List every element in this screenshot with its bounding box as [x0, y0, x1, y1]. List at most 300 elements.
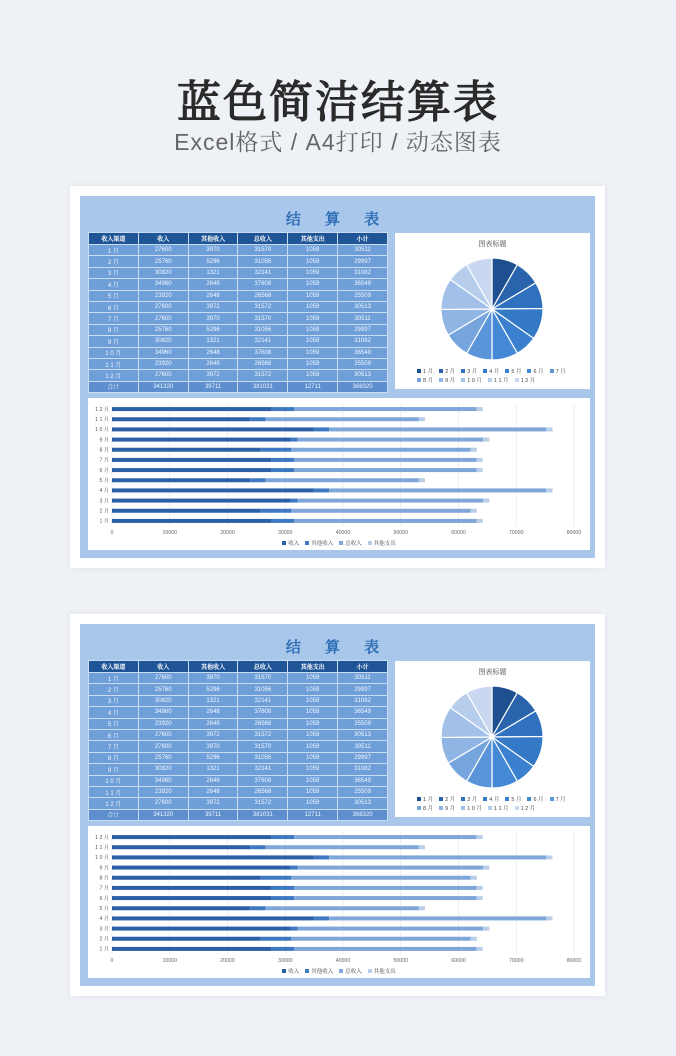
table-cell[interactable]: 1059 — [288, 336, 338, 347]
bar-segment — [471, 509, 477, 513]
column-header[interactable]: 收入 — [138, 233, 188, 245]
legend-item — [461, 804, 482, 812]
table-cell[interactable]: 3970 — [188, 741, 238, 752]
table-cell[interactable]: 1 1 月 — [89, 358, 139, 369]
bar-segment — [112, 468, 271, 472]
preview-card-bottom — [70, 614, 605, 996]
table-header-row — [89, 661, 388, 673]
table-cell[interactable]: 36549 — [338, 347, 388, 358]
table-cell[interactable]: 30820 — [138, 764, 188, 775]
legend-item — [439, 804, 455, 812]
column-header[interactable]: 小计 — [338, 661, 388, 673]
y-tick-label: 2 月 — [99, 508, 109, 515]
x-tick-label: 60000 — [451, 958, 466, 964]
legend-item — [368, 967, 396, 975]
x-tick-label: 40000 — [335, 530, 351, 536]
legend-item — [339, 539, 362, 547]
table-cell[interactable]: 1059 — [288, 673, 338, 684]
bar-segment — [477, 458, 483, 462]
table-cell[interactable]: 1059 — [288, 279, 338, 290]
table-cell[interactable]: 5296 — [188, 684, 238, 695]
legend-swatch — [417, 797, 421, 801]
table-cell[interactable]: 12711 — [288, 809, 338, 820]
table-cell[interactable]: 8 月 — [89, 752, 139, 763]
legend-label: 1 月 — [423, 797, 434, 803]
spreadsheet — [80, 624, 595, 986]
table-cell[interactable]: 30513 — [338, 798, 388, 809]
column-header[interactable]: 总收入 — [238, 233, 288, 245]
table-cell[interactable]: 32141 — [238, 267, 288, 278]
table-cell[interactable]: 9 月 — [89, 336, 139, 347]
table-cell[interactable]: 37608 — [238, 279, 288, 290]
table-cell[interactable]: 26568 — [238, 358, 288, 369]
bar-segment — [314, 855, 329, 859]
legend-swatch — [339, 541, 343, 545]
legend-label: 1 2 月 — [520, 806, 536, 812]
bar-svg — [88, 826, 590, 978]
bar-segment — [298, 499, 484, 503]
table-cell[interactable]: 1059 — [288, 267, 338, 278]
table-cell[interactable]: 2648 — [188, 358, 238, 369]
legend-label: 9 月 — [445, 378, 456, 384]
table-cell[interactable]: 29997 — [338, 684, 388, 695]
y-tick-label: 6 月 — [99, 467, 109, 474]
table-cell[interactable]: 37608 — [238, 347, 288, 358]
bar-segment — [112, 916, 314, 920]
table-cell[interactable]: 3 月 — [89, 267, 139, 278]
table-cell[interactable]: 30511 — [338, 741, 388, 752]
column-header[interactable]: 其他收入 — [188, 233, 238, 245]
table-cell[interactable]: 27600 — [138, 798, 188, 809]
table-cell[interactable]: 381031 — [238, 809, 288, 820]
x-tick-label: 0 — [110, 958, 114, 964]
table-cell[interactable]: 3 月 — [89, 695, 139, 706]
bar-segment — [112, 845, 250, 849]
y-tick-label: 6 月 — [99, 895, 109, 902]
table-cell[interactable]: 381031 — [238, 381, 288, 392]
table-cell[interactable]: 2648 — [188, 718, 238, 729]
bar-segment — [471, 876, 477, 880]
table-cell[interactable]: 31056 — [238, 752, 288, 763]
table-cell[interactable]: 32141 — [238, 336, 288, 347]
table-cell[interactable]: 1 0 月 — [89, 775, 139, 786]
table-cell[interactable]: 1 月 — [89, 245, 139, 256]
table-cell[interactable]: 36549 — [338, 775, 388, 786]
table-cell[interactable]: 2648 — [188, 707, 238, 718]
table-cell[interactable]: 25760 — [138, 256, 188, 267]
table-cell[interactable]: 3972 — [188, 370, 238, 381]
legend-item — [417, 804, 433, 812]
table-cell[interactable]: 1059 — [288, 358, 338, 369]
legend-swatch — [527, 797, 531, 801]
table-cell[interactable]: 1321 — [188, 267, 238, 278]
legend-item — [461, 376, 482, 384]
table-cell[interactable]: 1321 — [188, 764, 238, 775]
y-tick-label: 1 0 月 — [95, 427, 109, 434]
table-cell[interactable]: 1 1 月 — [89, 786, 139, 797]
table-cell[interactable]: 25509 — [338, 290, 388, 301]
table-cell[interactable]: 合计 — [89, 381, 139, 392]
table-cell[interactable]: 31082 — [338, 695, 388, 706]
table-row — [89, 267, 388, 278]
table-cell[interactable]: 368320 — [338, 809, 388, 820]
legend-label: 5 月 — [511, 797, 522, 803]
table-cell[interactable]: 36549 — [338, 707, 388, 718]
table-cell[interactable]: 7 月 — [89, 741, 139, 752]
table-cell[interactable]: 1059 — [288, 752, 338, 763]
table-cell[interactable]: 39711 — [188, 809, 238, 820]
bar-segment — [477, 519, 483, 523]
table-cell[interactable]: 25509 — [338, 786, 388, 797]
bar-segment — [112, 896, 271, 900]
legend-swatch — [339, 969, 343, 973]
bar-segment — [419, 906, 425, 910]
table-cell[interactable]: 1059 — [288, 775, 338, 786]
legend-item — [461, 795, 477, 803]
legend-swatch — [483, 369, 487, 373]
table-cell[interactable]: 12711 — [288, 381, 338, 392]
table-cell[interactable]: 29997 — [338, 324, 388, 335]
table-row — [89, 684, 388, 695]
table-row — [89, 358, 388, 369]
bar-segment — [265, 478, 418, 482]
table-cell[interactable]: 25509 — [338, 718, 388, 729]
bar-segment — [291, 448, 470, 452]
table-cell[interactable]: 1059 — [288, 695, 338, 706]
table-cell[interactable]: 25760 — [138, 324, 188, 335]
table-cell[interactable]: 1059 — [288, 786, 338, 797]
table-cell[interactable]: 2648 — [188, 775, 238, 786]
legend-label: 4 月 — [489, 369, 500, 375]
table-cell[interactable]: 31056 — [238, 324, 288, 335]
table-cell[interactable]: 8 月 — [89, 324, 139, 335]
y-tick-label: 3 月 — [99, 498, 109, 505]
table-cell[interactable]: 3972 — [188, 301, 238, 312]
bar-segment — [471, 448, 477, 452]
bar-segment — [483, 499, 489, 503]
legend-item — [417, 376, 433, 384]
bar-segment — [112, 417, 250, 421]
table-cell[interactable]: 1059 — [288, 370, 338, 381]
table-cell[interactable]: 26568 — [238, 786, 288, 797]
table-cell[interactable]: 23920 — [138, 718, 188, 729]
table-cell[interactable]: 1059 — [288, 741, 338, 752]
table-cell[interactable]: 31082 — [338, 267, 388, 278]
table-cell[interactable]: 2648 — [188, 290, 238, 301]
legend-swatch — [505, 369, 509, 373]
table-cell[interactable]: 25509 — [338, 358, 388, 369]
table-cell[interactable]: 341320 — [138, 809, 188, 820]
table-row — [89, 301, 388, 312]
table-cell[interactable]: 34960 — [138, 707, 188, 718]
column-header[interactable]: 小计 — [338, 233, 388, 245]
table-cell[interactable]: 1059 — [288, 347, 338, 358]
table-cell[interactable]: 3972 — [188, 798, 238, 809]
bar-segment — [261, 876, 292, 880]
table-cell[interactable]: 27600 — [138, 741, 188, 752]
y-tick-label: 1 月 — [99, 946, 109, 953]
y-tick-label: 1 1 月 — [95, 417, 109, 424]
table-cell[interactable]: 34960 — [138, 775, 188, 786]
bar-segment — [294, 835, 476, 839]
table-cell[interactable]: 合计 — [89, 809, 139, 820]
table-cell[interactable]: 1059 — [288, 290, 338, 301]
bar-segment — [483, 438, 489, 442]
table-cell[interactable]: 26568 — [238, 718, 288, 729]
bar-segment — [290, 438, 298, 442]
table-cell[interactable]: 1059 — [288, 301, 338, 312]
table-cell[interactable]: 26568 — [238, 290, 288, 301]
legend-swatch — [417, 378, 421, 382]
bar-segment — [291, 937, 470, 941]
table-cell[interactable]: 31572 — [238, 301, 288, 312]
table-cell[interactable]: 3970 — [188, 673, 238, 684]
table-cell[interactable]: 1059 — [288, 256, 338, 267]
table-row — [89, 313, 388, 324]
table-cell[interactable]: 5 月 — [89, 718, 139, 729]
y-tick-label: 1 2 月 — [95, 406, 109, 413]
table-cell[interactable]: 4 月 — [89, 279, 139, 290]
table-cell[interactable]: 32141 — [238, 695, 288, 706]
y-tick-label: 4 月 — [99, 916, 109, 923]
legend-swatch — [515, 378, 519, 382]
table-cell[interactable]: 30820 — [138, 267, 188, 278]
legend-label: 总收入 — [345, 969, 362, 975]
table-cell[interactable]: 5296 — [188, 752, 238, 763]
legend-item — [282, 967, 299, 975]
table-cell[interactable]: 31572 — [238, 798, 288, 809]
legend-label: 1 1 月 — [493, 806, 509, 812]
bar-legend — [88, 539, 590, 547]
table-cell[interactable]: 31572 — [238, 729, 288, 740]
table-cell[interactable]: 39711 — [188, 381, 238, 392]
bar-segment — [477, 468, 483, 472]
table-cell[interactable]: 7 月 — [89, 313, 139, 324]
legend-label: 6 月 — [533, 369, 544, 375]
legend-item — [305, 539, 333, 547]
table-cell[interactable]: 2648 — [188, 347, 238, 358]
table-cell[interactable]: 29997 — [338, 752, 388, 763]
table-cell[interactable]: 23920 — [138, 358, 188, 369]
table-cell[interactable]: 31082 — [338, 764, 388, 775]
legend-item — [505, 795, 521, 803]
legend-label: 1 0 月 — [467, 806, 482, 812]
legend-label: 收入 — [288, 541, 300, 547]
table-cell[interactable]: 2648 — [188, 279, 238, 290]
table-cell[interactable]: 31572 — [238, 370, 288, 381]
bar-segment — [250, 417, 265, 421]
legend-label: 2 月 — [445, 797, 456, 803]
bar-segment — [250, 478, 265, 482]
table-cell[interactable]: 2648 — [188, 786, 238, 797]
legend-label: 1 月 — [423, 369, 434, 375]
table-cell[interactable]: 27600 — [138, 729, 188, 740]
table-cell[interactable]: 1059 — [288, 798, 338, 809]
table-cell[interactable]: 1059 — [288, 245, 338, 256]
table-cell[interactable]: 30513 — [338, 301, 388, 312]
table-cell[interactable]: 3972 — [188, 729, 238, 740]
table-cell[interactable]: 6 月 — [89, 301, 139, 312]
table-cell[interactable]: 27600 — [138, 313, 188, 324]
table-row — [89, 290, 388, 301]
table-cell[interactable]: 1059 — [288, 324, 338, 335]
table-row — [89, 775, 388, 786]
bar-segment — [546, 427, 552, 431]
table-cell[interactable]: 1059 — [288, 313, 338, 324]
bar-chart — [88, 398, 590, 550]
table-cell[interactable]: 5 月 — [89, 290, 139, 301]
table-cell[interactable]: 25760 — [138, 684, 188, 695]
legend-item — [417, 367, 433, 375]
y-tick-label: 8 月 — [99, 875, 109, 882]
legend-item — [282, 539, 299, 547]
bar-legend — [88, 967, 590, 975]
bar-segment — [477, 886, 483, 890]
table-row — [89, 256, 388, 267]
bar-segment — [291, 509, 470, 513]
table-row — [89, 245, 388, 256]
bar-segment — [112, 488, 314, 492]
table-cell[interactable]: 2 月 — [89, 256, 139, 267]
y-tick-label: 8 月 — [99, 447, 109, 454]
column-header[interactable]: 收入渠道 — [89, 661, 139, 673]
legend-swatch — [417, 806, 421, 810]
table-cell[interactable]: 31570 — [238, 245, 288, 256]
table-cell[interactable]: 31056 — [238, 256, 288, 267]
bar-segment — [265, 906, 418, 910]
pie-legend — [417, 795, 577, 812]
table-cell[interactable]: 1321 — [188, 336, 238, 347]
table-cell[interactable]: 9 月 — [89, 764, 139, 775]
y-tick-label: 5 月 — [99, 478, 109, 485]
table-cell[interactable]: 1059 — [288, 718, 338, 729]
x-tick-label: 20000 — [220, 958, 235, 964]
legend-item — [461, 367, 477, 375]
column-header[interactable]: 其他收入 — [188, 661, 238, 673]
table-cell[interactable]: 30511 — [338, 313, 388, 324]
pie-legend — [417, 367, 577, 384]
table-cell[interactable]: 30820 — [138, 336, 188, 347]
legend-label: 7 月 — [555, 369, 566, 375]
y-tick-label: 4 月 — [99, 488, 109, 495]
table-row — [89, 741, 388, 752]
table-cell[interactable]: 29997 — [338, 256, 388, 267]
table-cell[interactable]: 1059 — [288, 764, 338, 775]
bar-segment — [271, 519, 294, 523]
bar-segment — [314, 427, 329, 431]
table-cell[interactable]: 31570 — [238, 673, 288, 684]
table-cell[interactable]: 34960 — [138, 279, 188, 290]
table-cell[interactable]: 30820 — [138, 695, 188, 706]
column-header[interactable]: 收入渠道 — [89, 233, 139, 245]
table-cell[interactable]: 31056 — [238, 684, 288, 695]
table-cell[interactable]: 5296 — [188, 256, 238, 267]
table-cell[interactable]: 37608 — [238, 775, 288, 786]
table-cell[interactable]: 3970 — [188, 313, 238, 324]
y-tick-label: 9 月 — [99, 437, 109, 444]
legend-item — [488, 804, 509, 812]
spreadsheet — [80, 196, 595, 558]
table-cell[interactable]: 31570 — [238, 313, 288, 324]
legend-label: 8 月 — [423, 378, 434, 384]
table-cell[interactable]: 37608 — [238, 707, 288, 718]
table-cell[interactable]: 23920 — [138, 290, 188, 301]
table-cell[interactable]: 3970 — [188, 245, 238, 256]
table-cell[interactable]: 31082 — [338, 336, 388, 347]
table-cell[interactable]: 36549 — [338, 279, 388, 290]
x-tick-label: 60000 — [451, 530, 466, 536]
x-tick-label: 80000 — [566, 530, 582, 536]
table-row — [89, 695, 388, 706]
bar-segment — [546, 916, 552, 920]
bar-segment — [112, 835, 271, 839]
bar-segment — [298, 866, 484, 870]
table-cell[interactable]: 341320 — [138, 381, 188, 392]
table-row — [89, 279, 388, 290]
bar-segment — [483, 927, 489, 931]
table-cell[interactable]: 1 2 月 — [89, 798, 139, 809]
table-cell[interactable]: 1059 — [288, 684, 338, 695]
bar-segment — [112, 509, 261, 513]
table-cell[interactable]: 27600 — [138, 370, 188, 381]
table-cell[interactable]: 30513 — [338, 729, 388, 740]
table-cell[interactable]: 27600 — [138, 301, 188, 312]
settlement-table — [88, 660, 388, 821]
legend-swatch — [550, 369, 554, 373]
poster-subtitle: Excel格式 / A4打印 / 动态图表 — [174, 129, 502, 155]
column-header[interactable]: 总收入 — [238, 661, 288, 673]
table-cell[interactable]: 1 0 月 — [89, 347, 139, 358]
legend-swatch — [461, 378, 465, 382]
legend-item — [439, 376, 455, 384]
table-cell[interactable]: 368320 — [338, 381, 388, 392]
bar-segment — [294, 896, 476, 900]
legend-item — [439, 367, 455, 375]
table-cell[interactable]: 30511 — [338, 245, 388, 256]
bar-segment — [271, 468, 294, 472]
table-cell[interactable]: 25760 — [138, 752, 188, 763]
table-cell[interactable]: 4 月 — [89, 707, 139, 718]
bar-segment — [294, 886, 476, 890]
table-cell[interactable]: 23920 — [138, 786, 188, 797]
x-tick-label: 40000 — [335, 958, 351, 964]
column-header[interactable]: 其他支出 — [288, 661, 338, 673]
table-cell[interactable]: 1 月 — [89, 673, 139, 684]
bar-segment — [271, 886, 294, 890]
table-cell[interactable]: 1059 — [288, 707, 338, 718]
legend-label: 3 月 — [467, 797, 478, 803]
table-cell[interactable]: 34960 — [138, 347, 188, 358]
table-cell[interactable]: 1 2 月 — [89, 370, 139, 381]
column-header[interactable]: 收入 — [138, 661, 188, 673]
legend-swatch — [527, 369, 531, 373]
table-row — [89, 718, 388, 729]
table-cell[interactable]: 30511 — [338, 673, 388, 684]
table-cell[interactable]: 6 月 — [89, 729, 139, 740]
table-cell[interactable]: 30513 — [338, 370, 388, 381]
table-cell[interactable]: 2 月 — [89, 684, 139, 695]
legend-item — [417, 795, 433, 803]
table-cell[interactable]: 27600 — [138, 245, 188, 256]
column-header[interactable]: 其他支出 — [288, 233, 338, 245]
table-cell[interactable]: 32141 — [238, 764, 288, 775]
legend-item — [483, 367, 499, 375]
table-cell[interactable]: 1059 — [288, 729, 338, 740]
table-cell[interactable]: 27600 — [138, 673, 188, 684]
table-cell[interactable]: 5296 — [188, 324, 238, 335]
table-cell[interactable]: 1321 — [188, 695, 238, 706]
table-cell[interactable]: 31570 — [238, 741, 288, 752]
